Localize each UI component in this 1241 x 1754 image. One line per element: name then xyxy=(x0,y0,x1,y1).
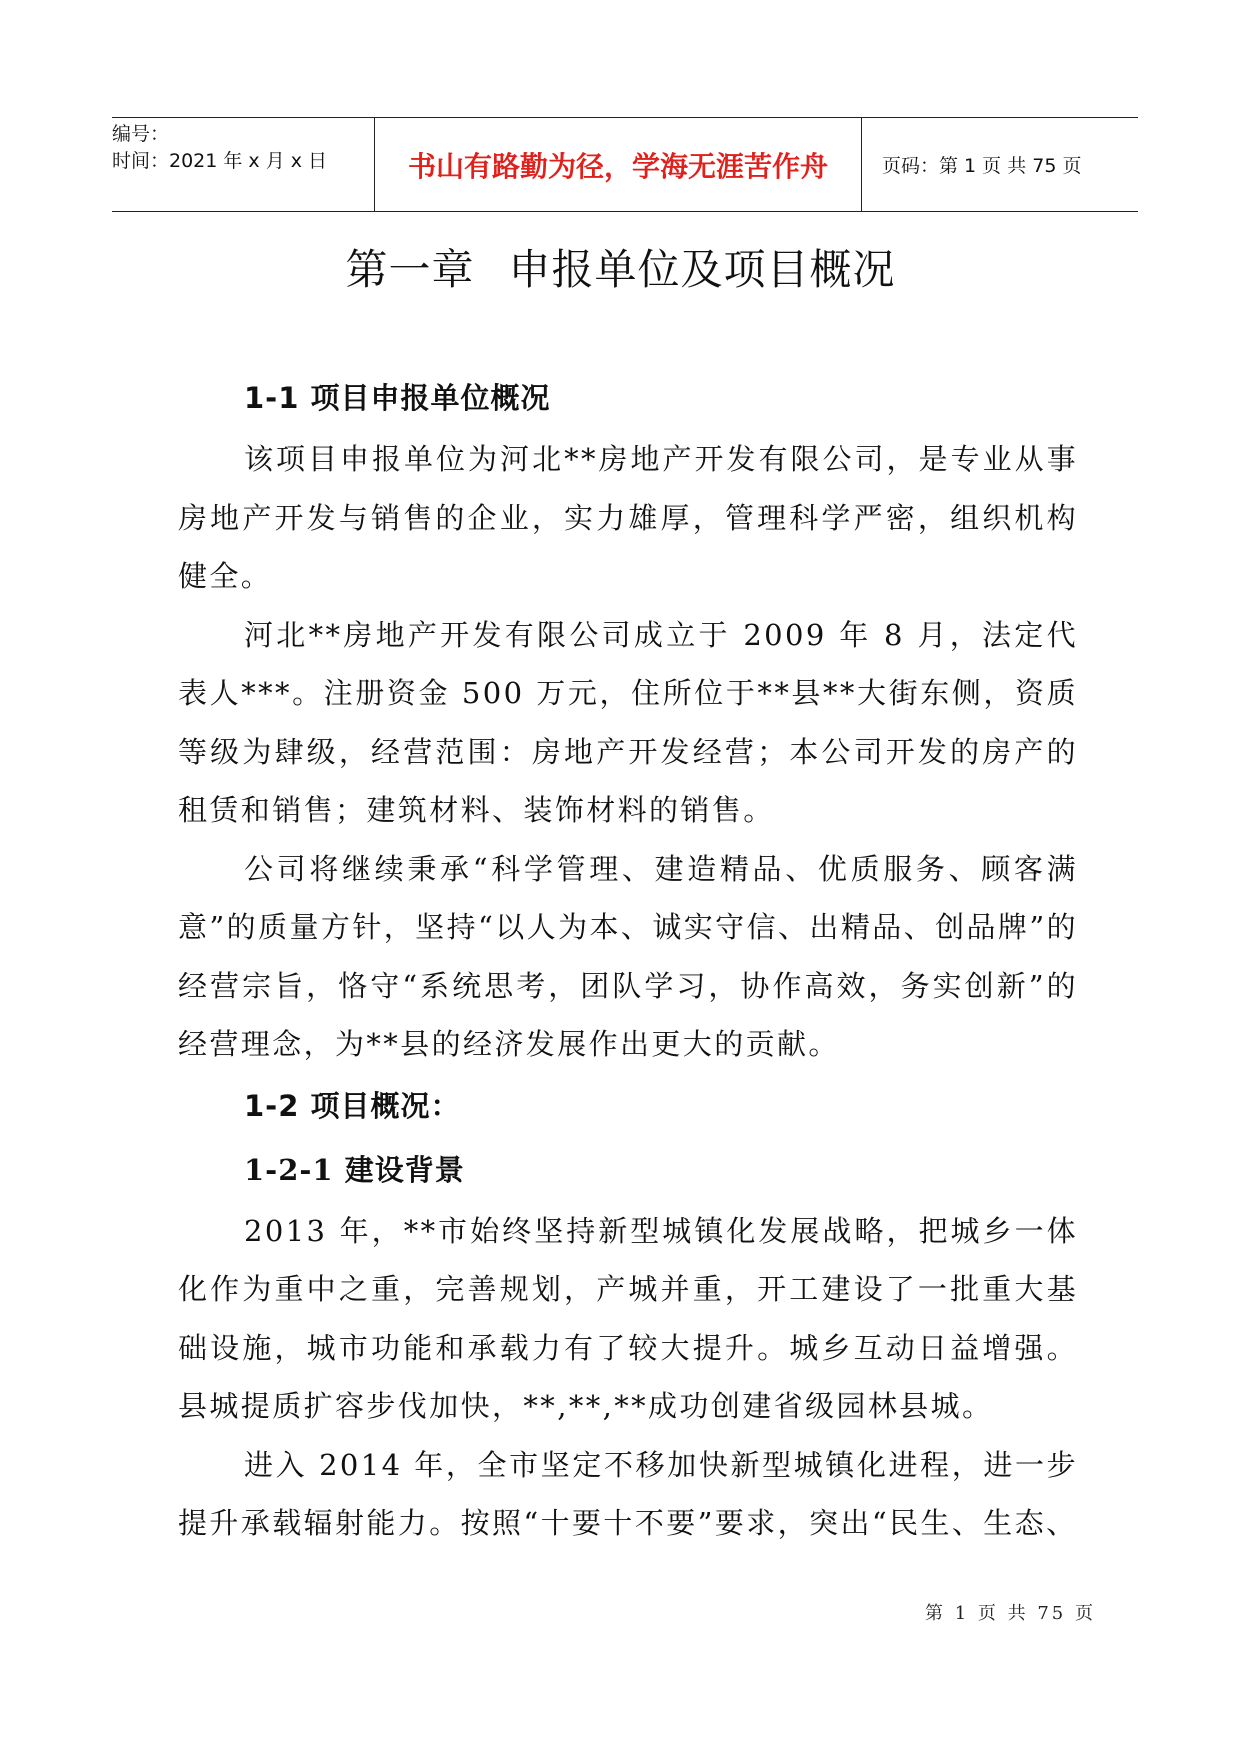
serial-number-label: 编号： xyxy=(112,123,170,145)
chapter-name: 申报单位及项目概况 xyxy=(508,245,896,294)
paragraph: 该项目申报单位为河北**房地产开发有限公司，是专业从事房地产开发与销售的企业，实力雄厚，管理科学严密，组织机构健全。 xyxy=(178,442,1078,593)
paragraph: 进入 2014 年，全市坚定不移加快新型城镇化进程，进一步提升承载辐射能力。按照“十要十不要”要求，突出“民生、生态、 xyxy=(178,1447,1078,1540)
chapter-title xyxy=(0,240,1241,300)
paragraph: 公司将继续秉承“科学管理、建造精品、优质服务、顾客满意”的质量方针，坚持“以人为本、诚实守信、出精品、创品牌”的经营宗旨，恪守“系统思考，团队学习，协作高效，务实创新”的经营理念，为**县的经济发展作出更大的贡献。 xyxy=(178,851,1078,1061)
section-heading: 1-2 项目概况： xyxy=(244,1088,461,1123)
chapter-number: 第一章 xyxy=(345,245,475,294)
document-body xyxy=(178,366,1078,1553)
subsection-heading: 1-2-1 建设背景 xyxy=(244,1152,465,1187)
header-page-info: 页码：第 1 页 共 75 页 xyxy=(882,155,1082,177)
date-label: 时间：2021 年 x 月 x 日 xyxy=(112,150,328,172)
page-header xyxy=(112,117,1138,212)
header-meta xyxy=(112,118,374,214)
paragraph: 2013 年，**市始终坚持新型城镇化发展战略，把城乡一体化作为重中之重，完善规划，产城并重，开工建设了一批重大基础设施，城市功能和承载力有了较大提升。城乡互动日益增强。县城提质扩容步伐加快，**,**,**成功创建省级园林县城。 xyxy=(178,1213,1078,1423)
header-motto: 书山有路勤为径，学海无涯苦作舟 xyxy=(407,149,828,183)
paragraph: 河北**房地产开发有限公司成立于 2009 年 8 月，法定代表人***。注册资金 500 万元，住所位于**县**大街东侧，资质等级为肆级，经营范围：房地产开发经营；本公司开发的房产的租赁和销售；建筑材料、装饰材料的销售。 xyxy=(178,617,1078,827)
header-motto-cell xyxy=(374,118,862,211)
section-heading: 1-1 项目申报单位概况 xyxy=(244,381,551,415)
page-footer: 第 1 页 共 75 页 xyxy=(925,1603,1096,1624)
